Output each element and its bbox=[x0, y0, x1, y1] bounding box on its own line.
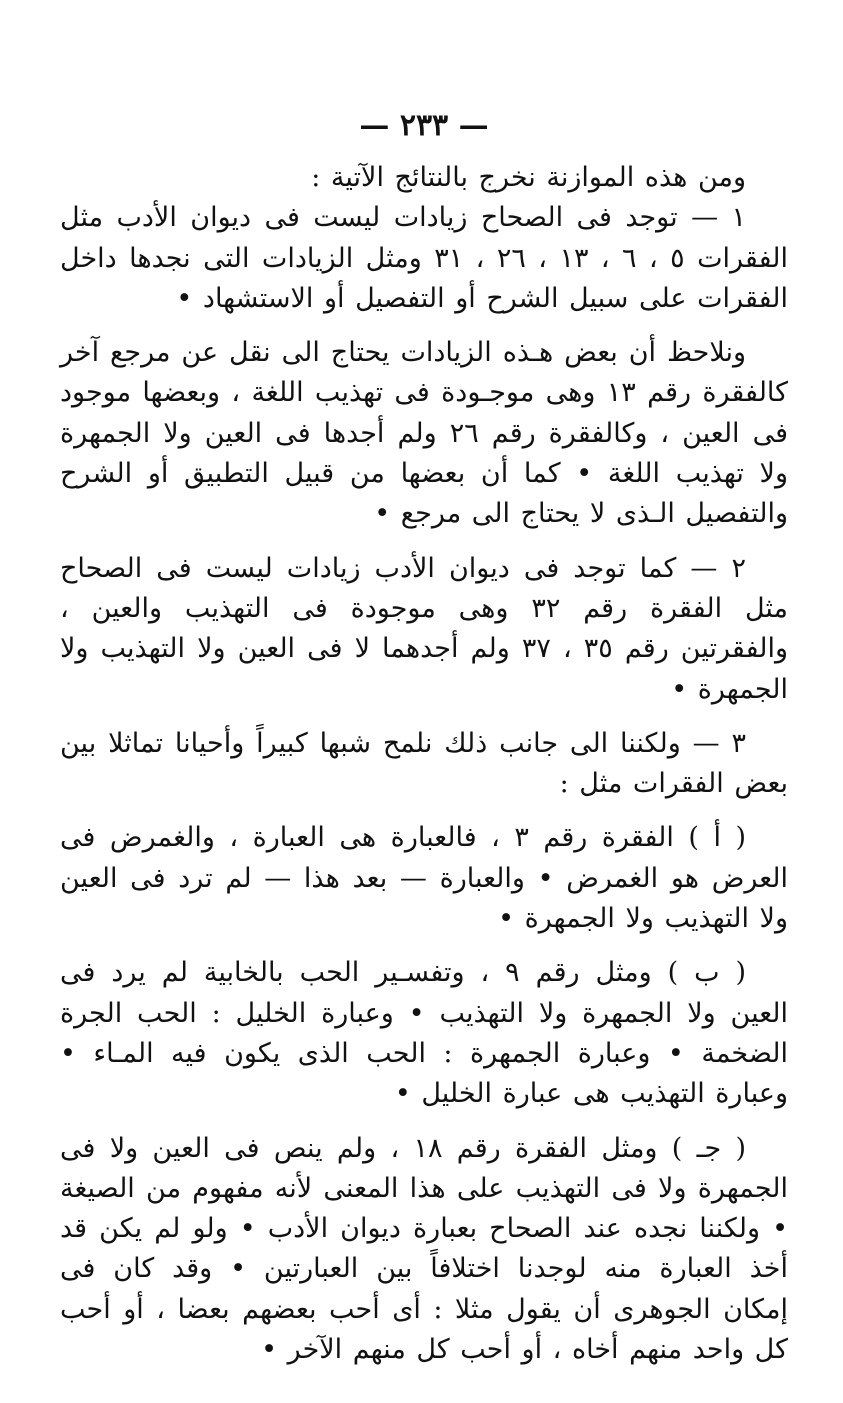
paragraph-point-2: ٢ — كما توجد فى ديوان الأدب زيادات ليست فى الصحاح مثل الفقرة رقم ٣٢ وهى موجودة فى التهذيب والعين ، والفقرتين رقم ٣٥ ، ٣٧ ولم أجدهما لا فى العين ولا التهذيب ولا الجمهرة • bbox=[60, 552, 788, 705]
paragraph-point-3: ٣ — ولكننا الى جانب ذلك نلمح شبها كبيراً وأحيانا تماثلا بين بعض الفقرات مثل : bbox=[60, 727, 788, 800]
paragraph-item-c: ( جـ ) ومثل الفقرة رقم ١٨ ، ولم ينص فى العين ولا فى الجمهرة ولا فى التهذيب على هذا المعنى لأنه مفهوم من الصيغة • ولكننا نجده عند الصحاح بعبارة ديوان الأدب • ولو لم يكن قد أخذ العبارة منه لوجدنا اختلافاً بين العبارتين • وقد كان فى إمكان الجوهرى أن يقول مثلا : أى أحب بعضهم بعضا ، أو أحب كل واحد منهم أخاه ، أو أحب كل منهم الآخر • bbox=[60, 1132, 788, 1366]
paragraph-point-1: ١ — توجد فى الصحاح زيادات ليست فى ديوان الأدب مثل الفقرات ٥ ، ٦ ، ١٣ ، ٢٦ ، ٣١ ومثل الزيادات التى نجدها داخل الفقرات على سبيل الشرح أو التفصيل أو الاستشهاد • bbox=[60, 202, 788, 314]
book-page bbox=[60, 100, 788, 1373]
paragraph-intro: ومن هذه الموازنة نخرج بالنتائج الآتية : bbox=[311, 162, 746, 193]
paragraph-note: ونلاحظ أن بعض هـذه الزيادات يحتاج الى نقل عن مرجع آخر كالفقرة رقم ١٣ وهى موجـودة فى تهذيب اللغة ، وبعضها موجود فى العين ، وكالفقرة رقم ٢٦ ولم أجدها فى العين ولا الجمهرة ولا تهذيب اللغة • كما أن بعضها من قبيل التطبيق أو الشرح والتفصيل الـذى لا يحتاج الى مرجع • bbox=[60, 337, 789, 530]
paragraph-item-a: ( أ ) الفقرة رقم ٣ ، فالعبارة هى العبارة ، والغمرض فى العرض هو الغمرض • والعبارة — بعد هذا — لم ترد فى العين ولا التهذيب ولا الجمهرة • bbox=[60, 822, 788, 935]
paragraph-item-b: ( ب ) ومثل رقم ٩ ، وتفسـير الحب بالخابية لم يرد فى العين ولا الجمهرة ولا التهذيب • وعبارة الخليل : الحب الجرة الضخمة • وعبارة الجمهرة : الحب الذى يكون فيه المـاء • وعبارة التهذيب هى عبارة الخليل • bbox=[60, 957, 788, 1110]
page-number: — ٢٣٣ — bbox=[359, 108, 489, 143]
